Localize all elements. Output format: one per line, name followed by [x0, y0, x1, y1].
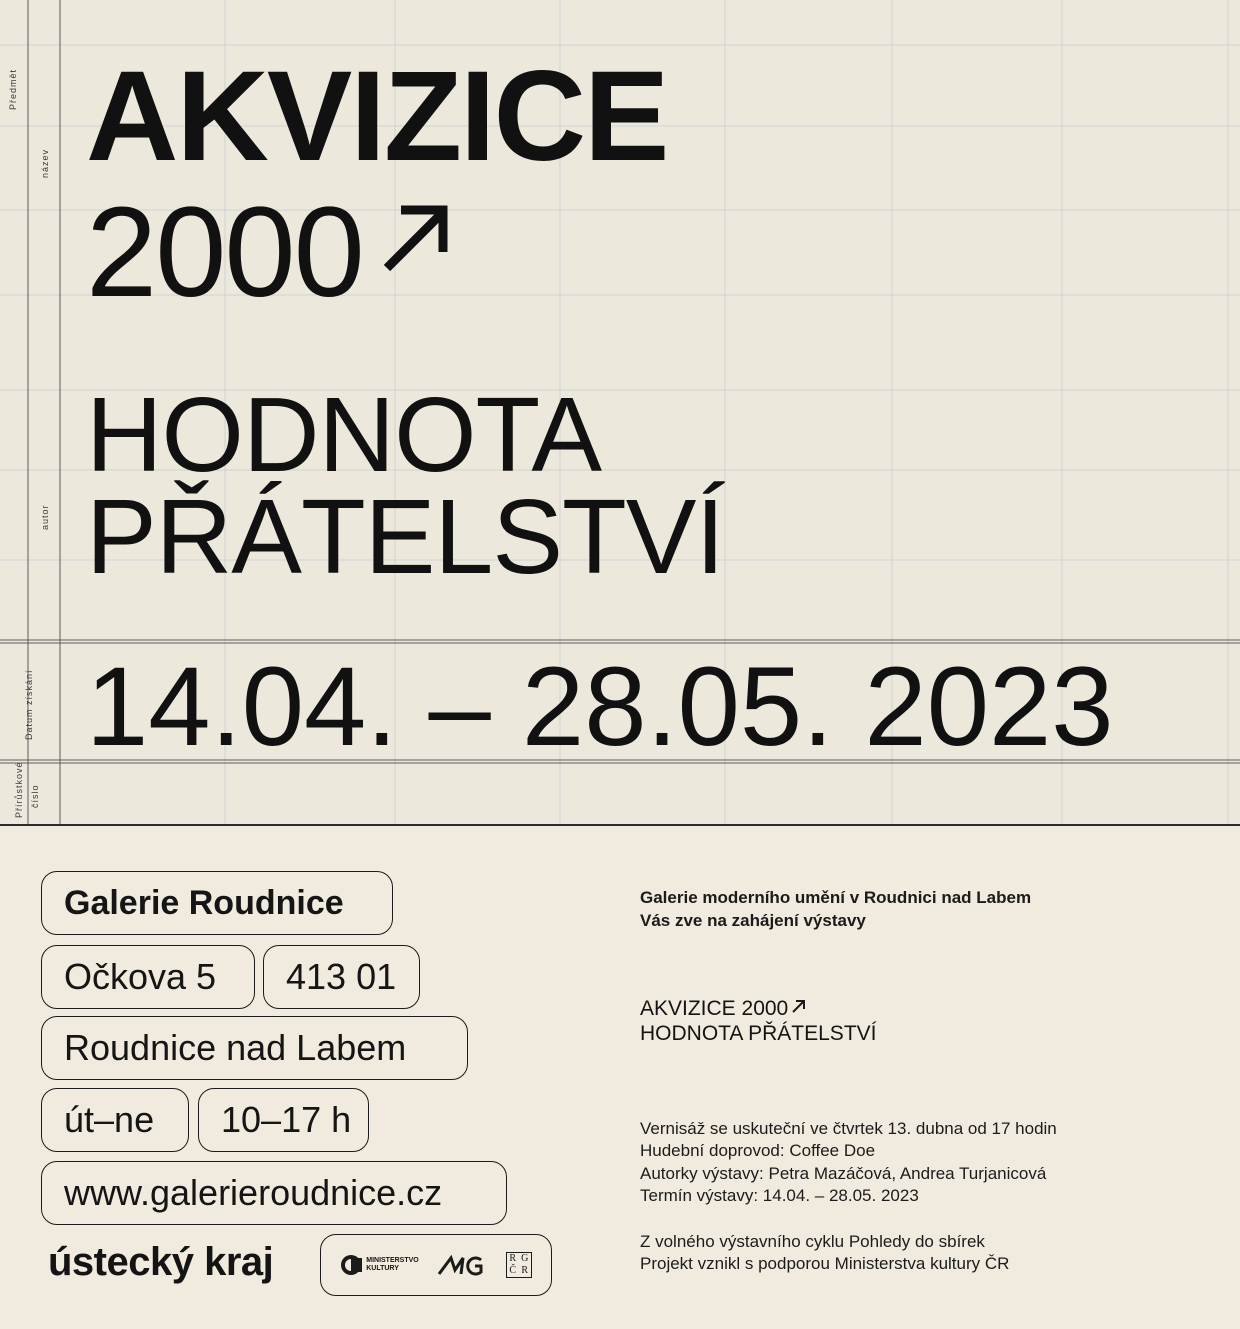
ministry-emblem-icon: [340, 1254, 362, 1276]
exhibition-subtitle: HODNOTA PŘÁTELSTVÍ: [640, 1022, 877, 1045]
detail-authors: Autorky výstavy: Petra Mazáčová, Andrea Turjanicová: [640, 1164, 1047, 1183]
label-nazev: název: [40, 148, 50, 178]
title-line-2: [86, 181, 455, 324]
invite-line-1: Galerie moderního umění v Roudnici nad Labem: [640, 888, 1032, 907]
ministry-line-2: KULTURY: [366, 1265, 399, 1272]
subtitle-line-1: HODNOTA: [86, 376, 602, 494]
label-autor: autor: [40, 504, 50, 530]
title-line-1: AKVIZICE: [86, 45, 668, 188]
zip-pill: 413 01: [263, 945, 420, 1009]
title-year: 2000: [86, 181, 363, 324]
footer-cycle: Z volného výstavního cyklu Pohledy do sbírek: [640, 1232, 985, 1251]
street-pill: Očkova 5: [41, 945, 255, 1009]
exhibition-dates: 14.04. – 28.05. 2023: [86, 644, 1114, 769]
subtitle-line-2: PŘÁTELSTVÍ: [86, 478, 724, 596]
label-cislo: číslo: [30, 784, 40, 808]
days-pill: út–ne: [41, 1088, 189, 1152]
rgcr-r1: R: [509, 1253, 517, 1264]
gallery-name-pill: Galerie Roudnice: [41, 871, 393, 935]
rgcr-g: G: [521, 1253, 529, 1264]
rgcr-r2: R: [521, 1265, 529, 1276]
rgcr-logo: [506, 1252, 532, 1278]
hours-pill: 10–17 h: [198, 1088, 369, 1152]
rgcr-c: Č: [509, 1265, 517, 1276]
detail-vernisaz: Vernisáž se uskuteční ve čtvrtek 13. dubna od 17 hodin: [640, 1119, 1057, 1138]
label-datum: Datum získání: [24, 669, 34, 740]
mg-logo-icon: [437, 1254, 487, 1276]
invite-line-2: Vás zve na zahájení výstavy: [640, 911, 866, 930]
detail-music: Hudební doprovod: Coffee Doe: [640, 1141, 876, 1160]
sponsor-logos: [320, 1234, 552, 1296]
label-prirustkove: Přírůstkové: [14, 761, 24, 818]
city-pill: Roudnice nad Labem: [41, 1016, 468, 1080]
arrow-up-right-icon: [377, 198, 455, 276]
ministry-line-1: MINISTERSTVO: [366, 1257, 419, 1264]
small-arrow-up-right-icon: [791, 998, 807, 1014]
website-link[interactable]: www.galerieroudnice.cz: [41, 1161, 507, 1225]
exhibition-title: [640, 996, 807, 1021]
exhibition-title-text: AKVIZICE 2000: [640, 997, 789, 1020]
ustecky-kraj-logo: ústecký kraj: [48, 1240, 274, 1284]
ministry-logo: [340, 1254, 419, 1276]
detail-term: Termín výstavy: 14.04. – 28.05. 2023: [640, 1186, 919, 1205]
label-predmet: Předmět: [8, 68, 18, 110]
footer-support: Projekt vznikl s podporou Ministerstva kultury ČR: [640, 1254, 1010, 1273]
